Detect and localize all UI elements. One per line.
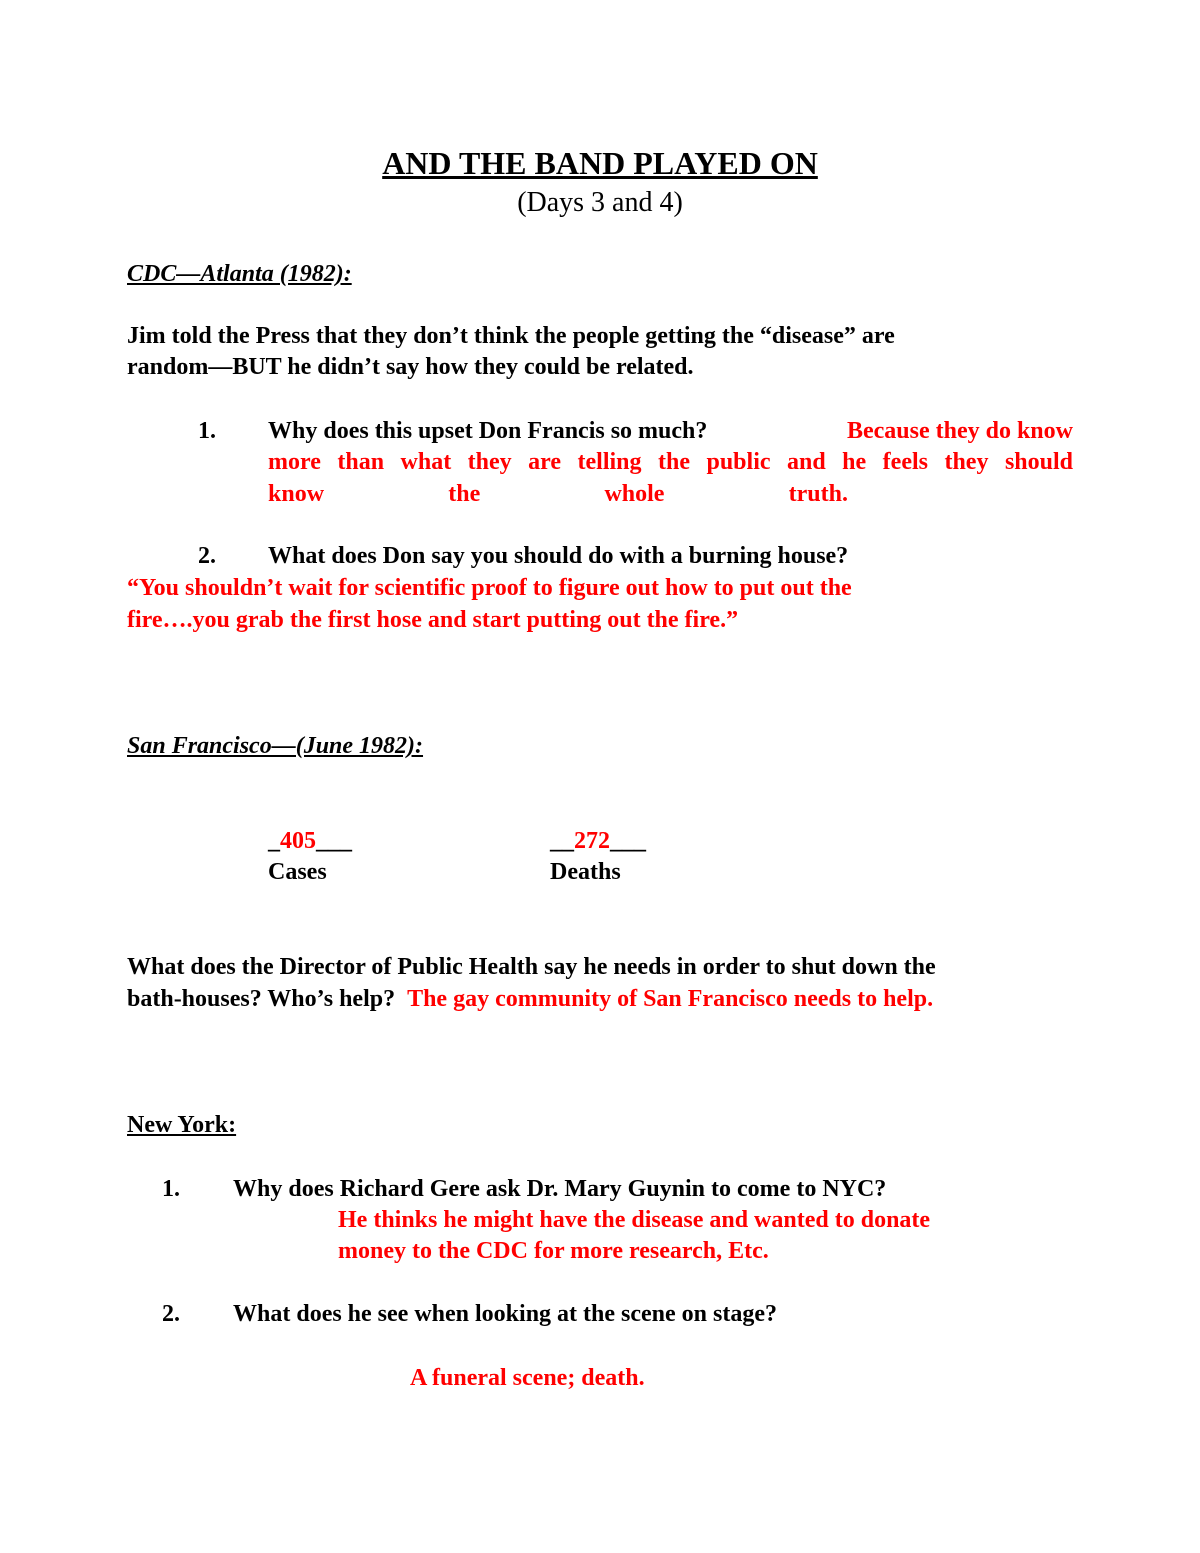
cdc-q1-answer-line3 <box>268 479 848 510</box>
sf-question-line2 <box>127 984 933 1015</box>
cdc-heading: CDC—Atlanta (1982): <box>127 261 352 287</box>
cdc-q1-answer-word: whole <box>604 481 665 507</box>
ny-q2-question: What does he see when looking at the scene on stage? <box>233 1301 777 1327</box>
sf-deaths-blank <box>550 826 646 857</box>
sf-heading: San Francisco—(June 1982): <box>127 733 424 759</box>
sf-deaths-label: Deaths <box>550 859 621 885</box>
ny-q1-number: 1. <box>162 1176 180 1202</box>
page-subtitle: (Days 3 and 4) <box>517 187 683 218</box>
sf-deaths-prefix: __ <box>550 828 574 854</box>
cdc-q1-line1 <box>268 416 1073 447</box>
sf-cases-label: Cases <box>268 859 327 885</box>
sf-deaths-value: 272 <box>574 828 610 854</box>
sf-cases-prefix: _ <box>268 828 280 854</box>
page-title: AND THE BAND PLAYED ON <box>382 145 818 181</box>
cdc-q1-number: 1. <box>198 418 216 444</box>
sf-question-text: bath-houses? Who’s help? <box>127 986 396 1012</box>
cdc-q2-answer-line1: “You shouldn’t wait for scientific proof to figure out how to put out the <box>127 575 852 601</box>
cdc-q1-answer-word: truth. <box>788 481 848 507</box>
cdc-q2-answer-line2: fire….you grab the first hose and start putting out the fire.” <box>127 607 739 633</box>
cdc-q2-number: 2. <box>198 543 216 569</box>
cdc-intro-line2: random—BUT he didn’t say how they could be related. <box>127 354 694 380</box>
sf-question-line1: What does the Director of Public Health say he needs in order to shut down the <box>127 954 936 980</box>
cdc-q1-answer-word: the <box>448 481 481 507</box>
ny-heading: New York: <box>127 1112 237 1138</box>
sf-answer: The gay community of San Francisco needs to help. <box>407 986 934 1012</box>
ny-q1-answer-line1: He thinks he might have the disease and wanted to donate <box>338 1207 931 1233</box>
cdc-q1-answer-word: know <box>268 481 325 507</box>
ny-q2-answer: A funeral scene; death. <box>410 1365 645 1391</box>
cdc-q1-question: Why does this upset Don Francis so much? <box>268 418 708 444</box>
ny-q2-number: 2. <box>162 1301 180 1327</box>
ny-q1-question: Why does Richard Gere ask Dr. Mary Guynin to come to NYC? <box>233 1176 887 1202</box>
sf-cases-suffix: ___ <box>316 828 352 854</box>
cdc-intro-line1: Jim told the Press that they don’t think the people getting the “disease” are <box>127 323 895 349</box>
cdc-q2-question: What does Don say you should do with a burning house? <box>268 543 849 569</box>
ny-q1-answer-line2: money to the CDC for more research, Etc. <box>338 1238 769 1264</box>
cdc-q1-answer-line2: more than what they are telling the public and he feels they should <box>268 449 1073 475</box>
sf-deaths-suffix: ___ <box>610 828 646 854</box>
sf-cases-blank <box>268 826 352 857</box>
cdc-q1-answer-line1: Because they do know <box>846 418 1073 444</box>
sf-cases-value: 405 <box>280 828 316 854</box>
